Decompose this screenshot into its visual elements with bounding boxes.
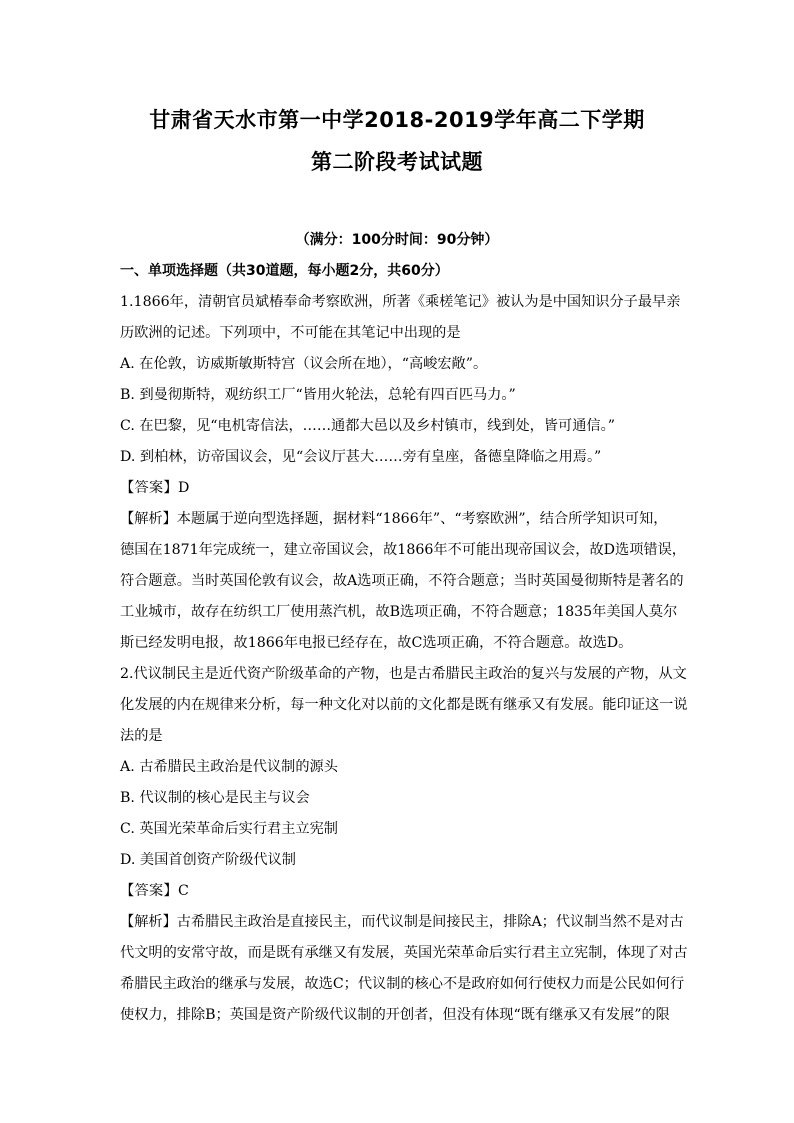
option-line: A. 古希腊民主政治是代议制的源头 [120,759,338,775]
analysis-line: 符合题意。当时英国伦敦有议会，故A选项正确，不符合题意；当时英国曼彻斯特是著名的 [120,573,684,589]
analysis-line: 德国在1871年完成统一，建立帝国议会，故1866年不可能出现帝国议会，故D选项错误， [120,542,686,558]
analysis-line: 工业城市，故存在纺织工厂使用蒸汽机，故B选项正确，不符合题意；1835年美国人莫尔 [120,604,678,620]
option-line: D. 到柏林，访帝国议会，见“会议厅甚大……旁有皇座，备德皇降临之用焉。” [120,449,602,465]
analysis-line: 使权力，排除B；英国是资产阶级代议制的开创者，但没有体现“既有继承又有发展”的限 [120,1007,670,1023]
analysis-line: 斯已经发明电报，故1866年电报已经存在，故C选项正确，不符合题意。故选D。 [120,635,633,651]
option-line: A. 在伦敦，访威斯敏斯特宫（议会所在地），“高峻宏敞”。 [120,356,488,372]
answer-line: 【答案】D [120,480,190,496]
answer-line: 【答案】C [120,883,190,899]
text-line: 化发展的内在规律来分析，每一种文化对以前的文化都是既有继承又有发展。能印证这一说 [120,697,688,713]
text-line: 2.代议制民主是近代资产阶级革命的产物，也是古希腊民主政治的复兴与发展的产物，从文 [120,666,687,682]
option-line: B. 到曼彻斯特，观纺织工厂“皆用火轮法，总轮有四百匹马力。” [120,387,516,403]
text-line: 法的是 [120,728,163,744]
document-body [120,256,688,1031]
analysis-line: 希腊民主政治的继承与发展，故选C；代议制的核心不是政府如何行使权力而是公民如何行 [120,976,685,992]
option-line: D. 美国首创资产阶级代议制 [120,852,296,868]
document-title-line1: 甘肃省天水市第一中学2018-2019学年高二下学期 [149,108,645,132]
section-header: 一、单项选择题（共30道题，每小题2分，共60分） [120,263,449,279]
analysis-line: 【解析】古希腊民主政治是直接民主，而代议制是间接民主，排除A；代议制当然不是对古 [120,914,684,930]
analysis-line: 代文明的安常守故，而是既有承继又有发展，英国光荣革命后实行君主立宪制，体现了对古 [120,945,688,961]
option-line: C. 在巴黎，见“电机寄信法，……通都大邑以及乡村镇市，线到处，皆可通信。” [120,418,615,434]
text-line: 历欧洲的记述。下列项中，不可能在其笔记中出现的是 [120,325,461,341]
text-line: 1.1866年，清朝官员斌椿奉命考察欧洲，所著《乘槎笔记》被认为是中国知识分子最早亲 [120,294,681,310]
analysis-line: 【解析】本题属于逆向型选择题，据材料“1866年”、“考察欧洲”，结合所学知识可知， [120,511,668,527]
document-title-line2: 第二阶段考试试题 [311,150,483,174]
score-time-info: （满分：100分时间：90分钟） [295,232,499,248]
option-line: C. 英国光荣革命后实行君主立宪制 [120,821,338,837]
option-line: B. 代议制的核心是民主与议会 [120,790,310,806]
